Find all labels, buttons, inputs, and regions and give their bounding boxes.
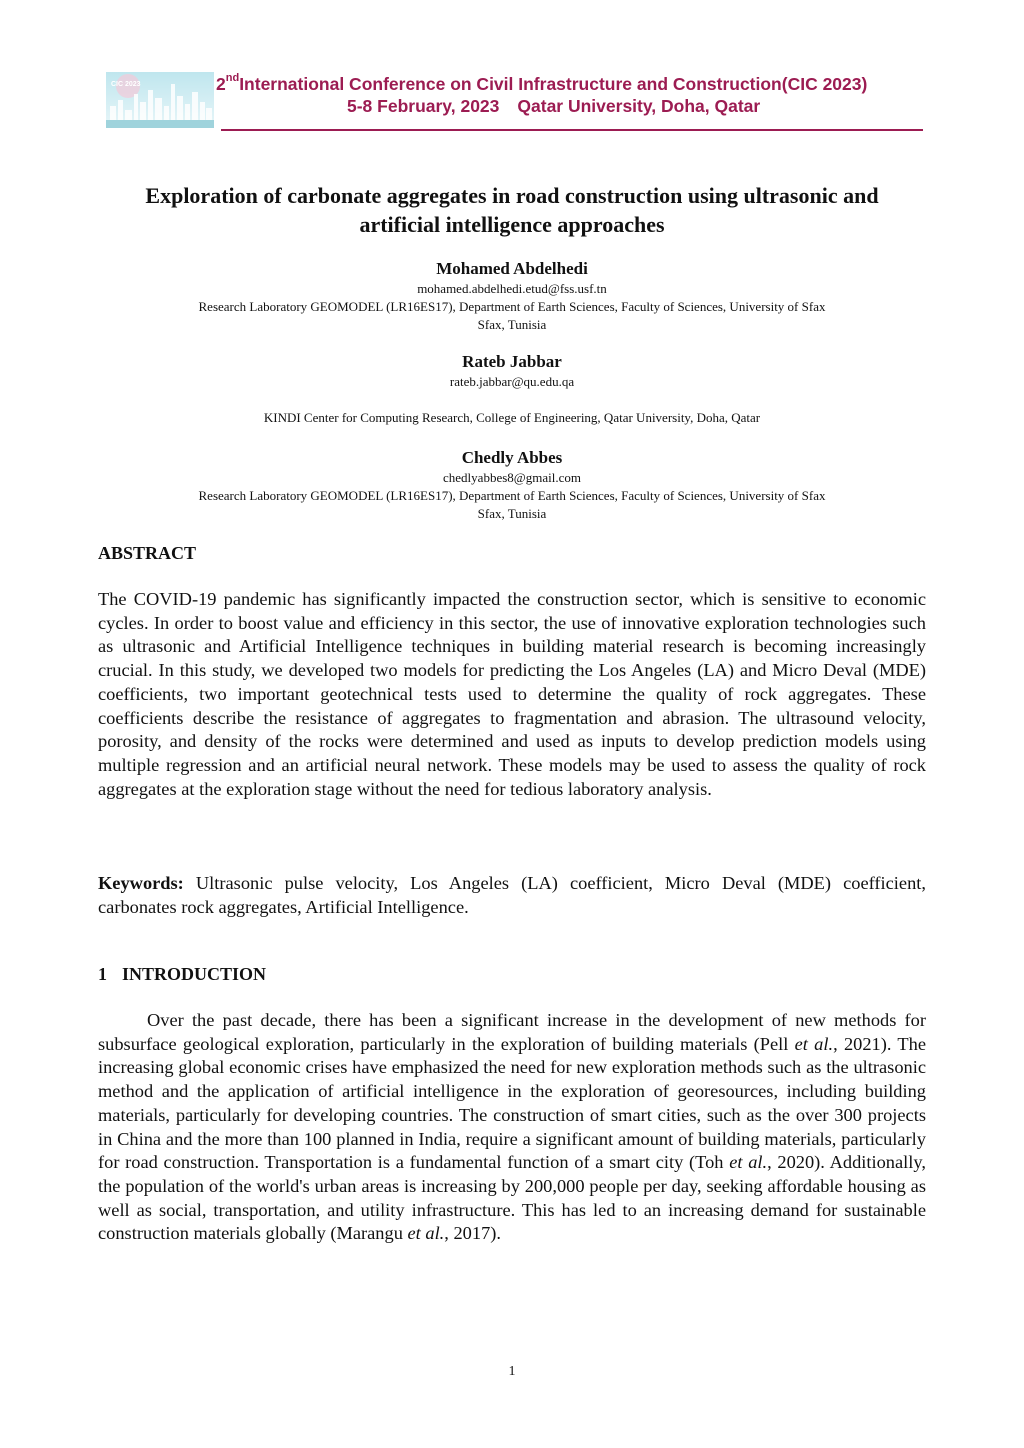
keywords-paragraph bbox=[98, 872, 926, 919]
header-divider bbox=[221, 129, 923, 131]
conference-name: International Conference on Civil Infrastructure and Construction(CIC 2023) bbox=[239, 74, 868, 94]
keywords-text: Ultrasonic pulse velocity, Los Angeles (LA) coefficient, Micro Deval (MDE) coefficient, carbonates rock aggregates, Artificial Intelligence. bbox=[98, 873, 926, 917]
author-affiliation-location: Sfax, Tunisia bbox=[477, 317, 547, 332]
author-affiliation: Research Laboratory GEOMODEL (LR16ES17), Department of Earth Sciences, Faculty of Sciences, University of Sfax bbox=[198, 299, 826, 314]
abstract-text: The COVID-19 pandemic has significantly impacted the construction sector, which is sensitive to economic cycles. In order to boost value and efficiency in this sector, the use of innovative exploration technologies such as ultrasonic and Artificial Intelligence techniques in building material research is becoming increasingly crucial. In this study, we developed two models for predicting the Los Angeles (LA) and Micro Deval (MDE) coefficients, two important geotechnical tests used to determine the quality of rock aggregates. These coefficients describe the resistance of aggregates to fragmentation and abrasion. The ultrasound velocity, porosity, and density of the rocks were determined and used as inputs to develop prediction models using multiple regression and an artificial neural network. These models may be used to assess the quality of rock aggregates at the exploration stage without the need for tedious laboratory analysis. bbox=[98, 589, 926, 799]
logo-text: CIC 2023 bbox=[111, 81, 141, 88]
page-number: 1 bbox=[508, 1364, 516, 1379]
conference-date-venue-line bbox=[216, 95, 926, 117]
intro-text-segment: , 2021). The increasing global economic crises have emphasized the need for new exploration methods such as the ultrasonic method and the application of artificial intelligence in the exploration of georesources, including building materials, particularly for developing countries. The construction of smart cities, such as the over 300 projects in China and the more than 100 planned in India, require a significant amount of building materials, particularly for road construction. Transportation is a fundamental function of a smart city (Toh bbox=[98, 1033, 926, 1173]
citation-et-al: et al. bbox=[794, 1033, 834, 1054]
intro-text-segment: , 2017). bbox=[444, 1223, 501, 1244]
conference-name-line bbox=[216, 73, 926, 95]
conference-ordinal-suffix: nd bbox=[225, 72, 240, 85]
conference-logo bbox=[106, 72, 214, 128]
citation-et-al: et al. bbox=[729, 1152, 768, 1173]
keywords-label: Keywords: bbox=[98, 873, 184, 893]
abstract-heading: ABSTRACT bbox=[98, 543, 197, 563]
conference-ordinal: 2 bbox=[216, 74, 226, 94]
introduction-paragraph bbox=[98, 1009, 926, 1246]
author-name: Mohamed Abdelhedi bbox=[436, 259, 588, 278]
author-email: rateb.jabbar@qu.edu.qa bbox=[449, 374, 575, 389]
section-number: 1 bbox=[98, 964, 107, 984]
conference-venue: Qatar University, Doha, Qatar bbox=[517, 96, 761, 116]
author-affiliation-location: Sfax, Tunisia bbox=[477, 506, 547, 521]
author-affiliation: KINDI Center for Computing Research, College of Engineering, Qatar University, Doha, Qatar bbox=[263, 410, 761, 425]
paper-title bbox=[98, 181, 926, 239]
section-title: INTRODUCTION bbox=[122, 964, 267, 984]
citation-et-al: et al. bbox=[407, 1223, 445, 1244]
author-email: chedlyabbes8@gmail.com bbox=[443, 470, 581, 485]
author-block-1 bbox=[98, 258, 926, 334]
paper-title-line-1: Exploration of carbonate aggregates in road construction using ultrasonic and bbox=[145, 183, 879, 208]
paper-title-line-2: artificial intelligence approaches bbox=[359, 212, 665, 237]
section-heading-introduction bbox=[98, 964, 266, 985]
author-affiliation: Research Laboratory GEOMODEL (LR16ES17), Department of Earth Sciences, Faculty of Sciences, University of Sfax bbox=[198, 488, 826, 503]
intro-text-segment: , 2020). Additionally, the population of the world's urban areas is increasing by 200,000 people per day, seeking affordable housing as well as social, transportation, and utility infrastructure. This has led to an increasing demand for sustainable construction materials globally (Marangu bbox=[98, 1152, 926, 1244]
author-block-2 bbox=[98, 351, 926, 427]
intro-text-segment: Over the past decade, there has been a significant increase in the development of new methods for subsurface geological exploration, particularly in the exploration of building materials (Pell bbox=[98, 1010, 926, 1054]
author-block-3 bbox=[98, 447, 926, 523]
author-name: Rateb Jabbar bbox=[462, 352, 562, 371]
conference-dates: 5-8 February, 2023 bbox=[347, 96, 500, 116]
page-header bbox=[0, 0, 1024, 140]
conference-info bbox=[216, 73, 926, 117]
author-name: Chedly Abbes bbox=[461, 448, 563, 467]
author-email: mohamed.abdelhedi.etud@fss.usf.tn bbox=[417, 281, 607, 296]
